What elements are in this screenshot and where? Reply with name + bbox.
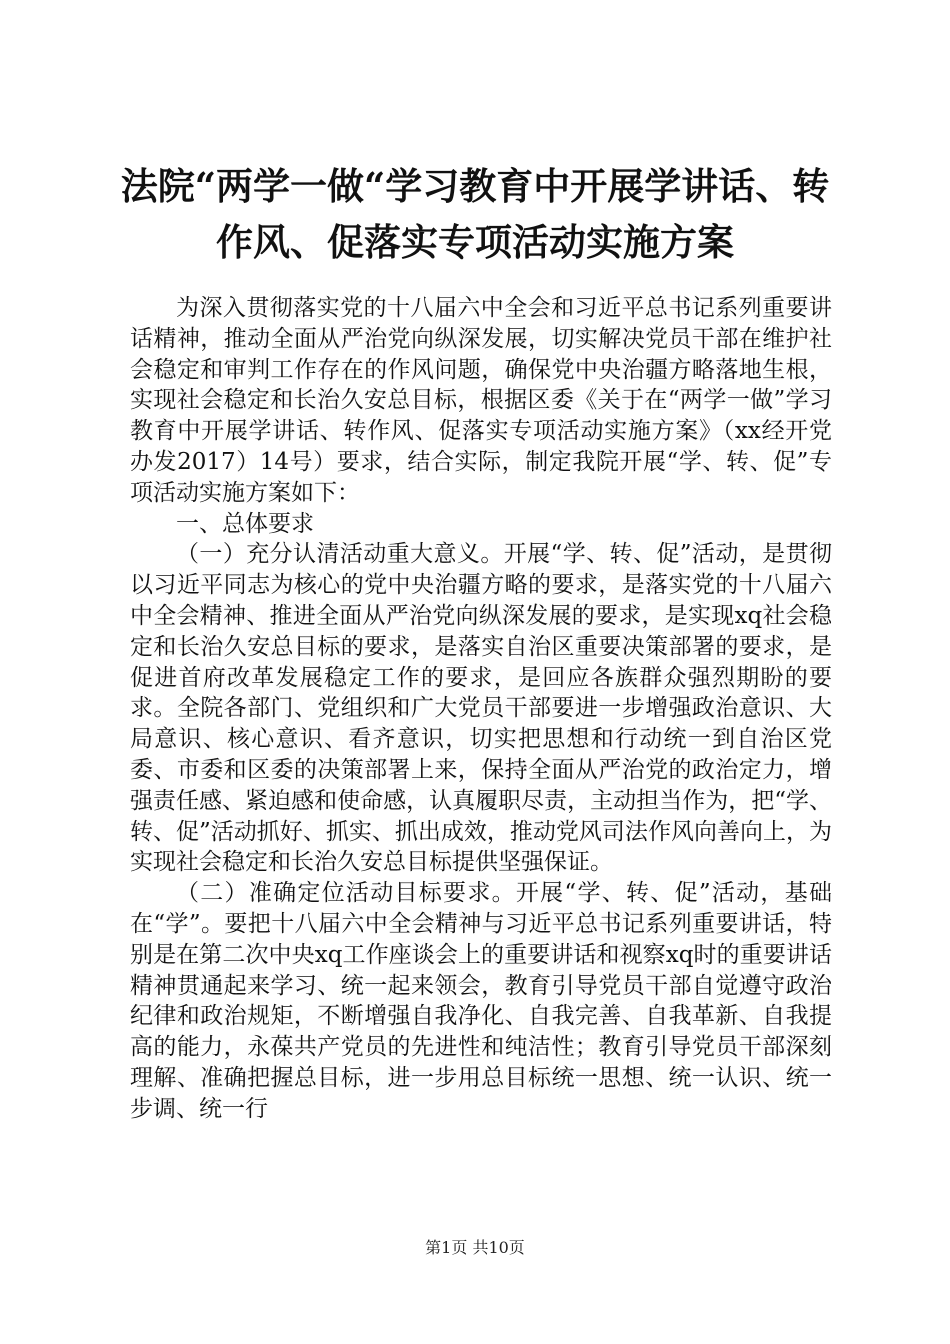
document-title: 法院“两学一做“学习教育中开展学讲话、转作风、促落实专项活动实施方案 xyxy=(120,164,830,264)
document-body xyxy=(130,293,832,1125)
paragraph-objectives: （二）准确定位活动目标要求。开展“学、转、促”活动，基础在“学”。要把十八届六中全会精神与习近平总书记系列重要讲话，特别是在第二次中央xq工作座谈会上的重要讲话和视察xq时的重要讲话精神贯通起来学习、统一起来领会，教育引导党员干部自觉遵守政治纪律和政治规矩，不断增强自我净化、自我完善、自我革新、自我提高的能力，永葆共产党员的先进性和纯洁性；教育引导党员干部深刻理解、准确把握总目标，进一步用总目标统一思想、统一认识、统一步调、统一行 xyxy=(130,880,832,1122)
section-heading-overall-requirements: 一、总体要求 xyxy=(176,510,314,537)
paragraph-significance: （一）充分认清活动重大意义。开展“学、转、促”活动，是贯彻以习近平同志为核心的党中央治疆方略的要求，是落实党的十八届六中全会精神、推进全面从严治党向纵深发展的要求，是实现xq社会稳定和长治久安总目标的要求，是落实自治区重要决策部署的要求，是促进首府改革发展稳定工作的要求，是回应各族群众强烈期盼的要求。全院各部门、党组织和广大党员干部要进一步增强政治意识、大局意识、核心意识、看齐意识，切实把思想和行动统一到自治区党委、市委和区委的决策部署上来，保持全面从严治党的政治定力，增强责任感、紧迫感和使命感，认真履职尽责，主动担当作为，把“学、转、促”活动抓好、抓实、抓出成效，推动党风司法作风向善向上，为实现社会稳定和长治久安总目标提供坚强保证。 xyxy=(130,541,832,876)
page-number-footer: 第1页 共10页 xyxy=(425,1238,525,1257)
paragraph-intro: 为深入贯彻落实党的十八届六中全会和习近平总书记系列重要讲话精神，推动全面从严治党向纵深发展，切实解决党员干部在维护社会稳定和审判工作存在的作风问题，确保党中央治疆方略落地生根，实现社会稳定和长治久安总目标，根据区委《关于在“两学一做”学习教育中开展学讲话、转作风、促落实专项活动实施方案》（xx经开党办发2017）14号）要求，结合实际，制定我院开展“学、转、促”专项活动实施方案如下： xyxy=(130,295,832,506)
